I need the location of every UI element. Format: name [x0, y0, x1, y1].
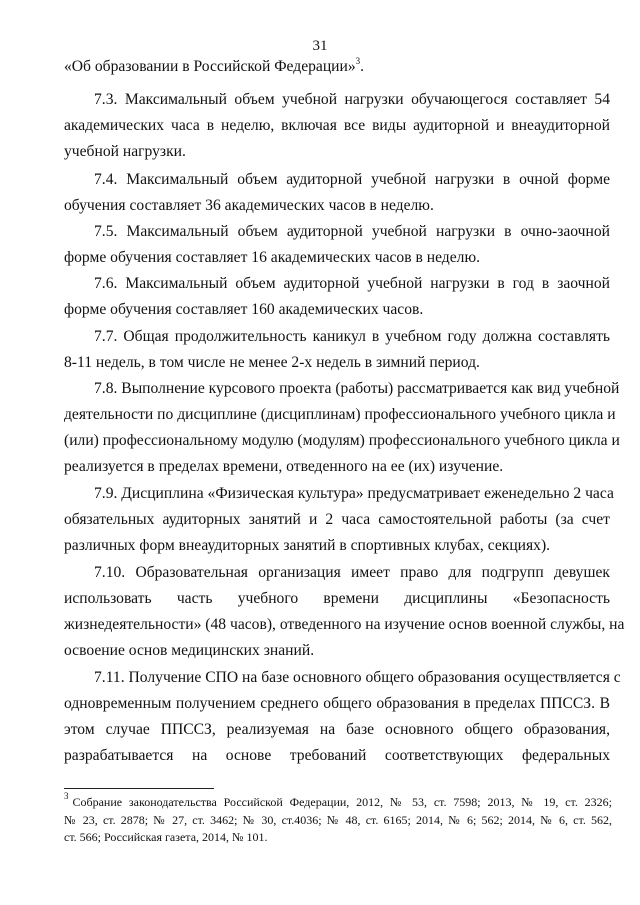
footnote-reference: 3 — [355, 56, 361, 66]
text-line: 7.11. Получение СПО на базе основного общего образования осуществляется с — [94, 669, 621, 686]
footnote-divider — [64, 788, 214, 789]
text-line: 8-11 недель, в том числе не менее 2-х недель в зимний период. — [64, 354, 480, 371]
text-line: 7.10. Образовательная организация имеет право для подгрупп девушек — [94, 564, 610, 581]
footnote-marker: 3 — [64, 791, 69, 801]
text-line: 7.5. Максимальный объем аудиторной учебной нагрузки в очно-заочной — [94, 223, 610, 240]
text-line: «Об образовании в Российской Федерации»$^3$. — [64, 56, 365, 75]
text-line: 7.9. Дисциплина «Физическая культура» предусматривает еженедельно 2 часа — [94, 485, 614, 502]
text-line: 7.3. Максимальный объем учебной нагрузки обучающегося составляет 54 — [94, 91, 610, 108]
text-line: академических часа в неделю, включая все виды аудиторной и внеаудиторной — [64, 117, 610, 134]
text-line: этом случае ППССЗ, реализуемая на базе основного общего образования, — [64, 721, 610, 738]
text-line: 7.7. Общая продолжительность каникул в учебном году должна составлять — [94, 328, 610, 345]
text-line: одновременным получением среднего общего образования в пределах ППССЗ. В — [64, 695, 610, 712]
text-line: освоение основ медицинских знаний. — [64, 642, 315, 659]
text-line: реализуется в пределах времени, отведенного на ее (их) изучение. — [64, 458, 504, 475]
text-line: деятельности по дисциплине (дисциплинам) профессионального учебного цикла и — [64, 406, 616, 423]
text-line: 7.4. Максимальный объем аудиторной учебной нагрузки в очной форме — [94, 171, 610, 188]
footnote-line: ст. 566; Российская газета, 2014, № 101. — [64, 830, 268, 844]
text-line: учебной нагрузки. — [64, 143, 186, 160]
text-line: 7.6. Максимальный объем аудиторной учебной нагрузки в год в заочной — [94, 275, 610, 292]
text-line: (или) профессиональному модулю (модулям) профессионального учебного цикла и — [64, 432, 620, 449]
footnote — [64, 791, 612, 847]
footnote-line: $^3$ Собрание законодательства Российской Федерации, 2012, № 53, ст. 7598; 2013, № 19, ст. 2326; — [64, 791, 612, 809]
text-line: использовать часть учебного времени дисциплины «Безопасность — [64, 590, 610, 607]
text-line: жизнедеятельности» (48 часов), отведенного на изучение основ военной службы, на — [64, 616, 625, 633]
text-line: обязательных аудиторных занятий и 2 часа самостоятельной работы (за счет — [64, 511, 610, 528]
text-line: обучения составляет 36 академических часов в неделю. — [64, 197, 434, 214]
text-line: форме обучения составляет 160 академических часов. — [64, 301, 424, 318]
text-line: форме обучения составляет 16 академических часов в неделю. — [64, 249, 480, 266]
text-line: различных форм внеаудиторных занятий в спортивных клубах, секциях). — [64, 537, 551, 554]
footnote-line: № 23, ст. 2878; № 27, ст. 3462; № 30, ст.4036; № 48, ст. 6165; 2014, № 6; 562; 2014, № 6, ст. 562, — [64, 812, 612, 827]
text-line: 7.8. Выполнение курсового проекта (работы) рассматривается как вид учебной — [94, 380, 620, 397]
page-number: 31 — [312, 38, 328, 54]
text-line: разрабатывается на основе требований соответствующих федеральных — [64, 747, 610, 764]
